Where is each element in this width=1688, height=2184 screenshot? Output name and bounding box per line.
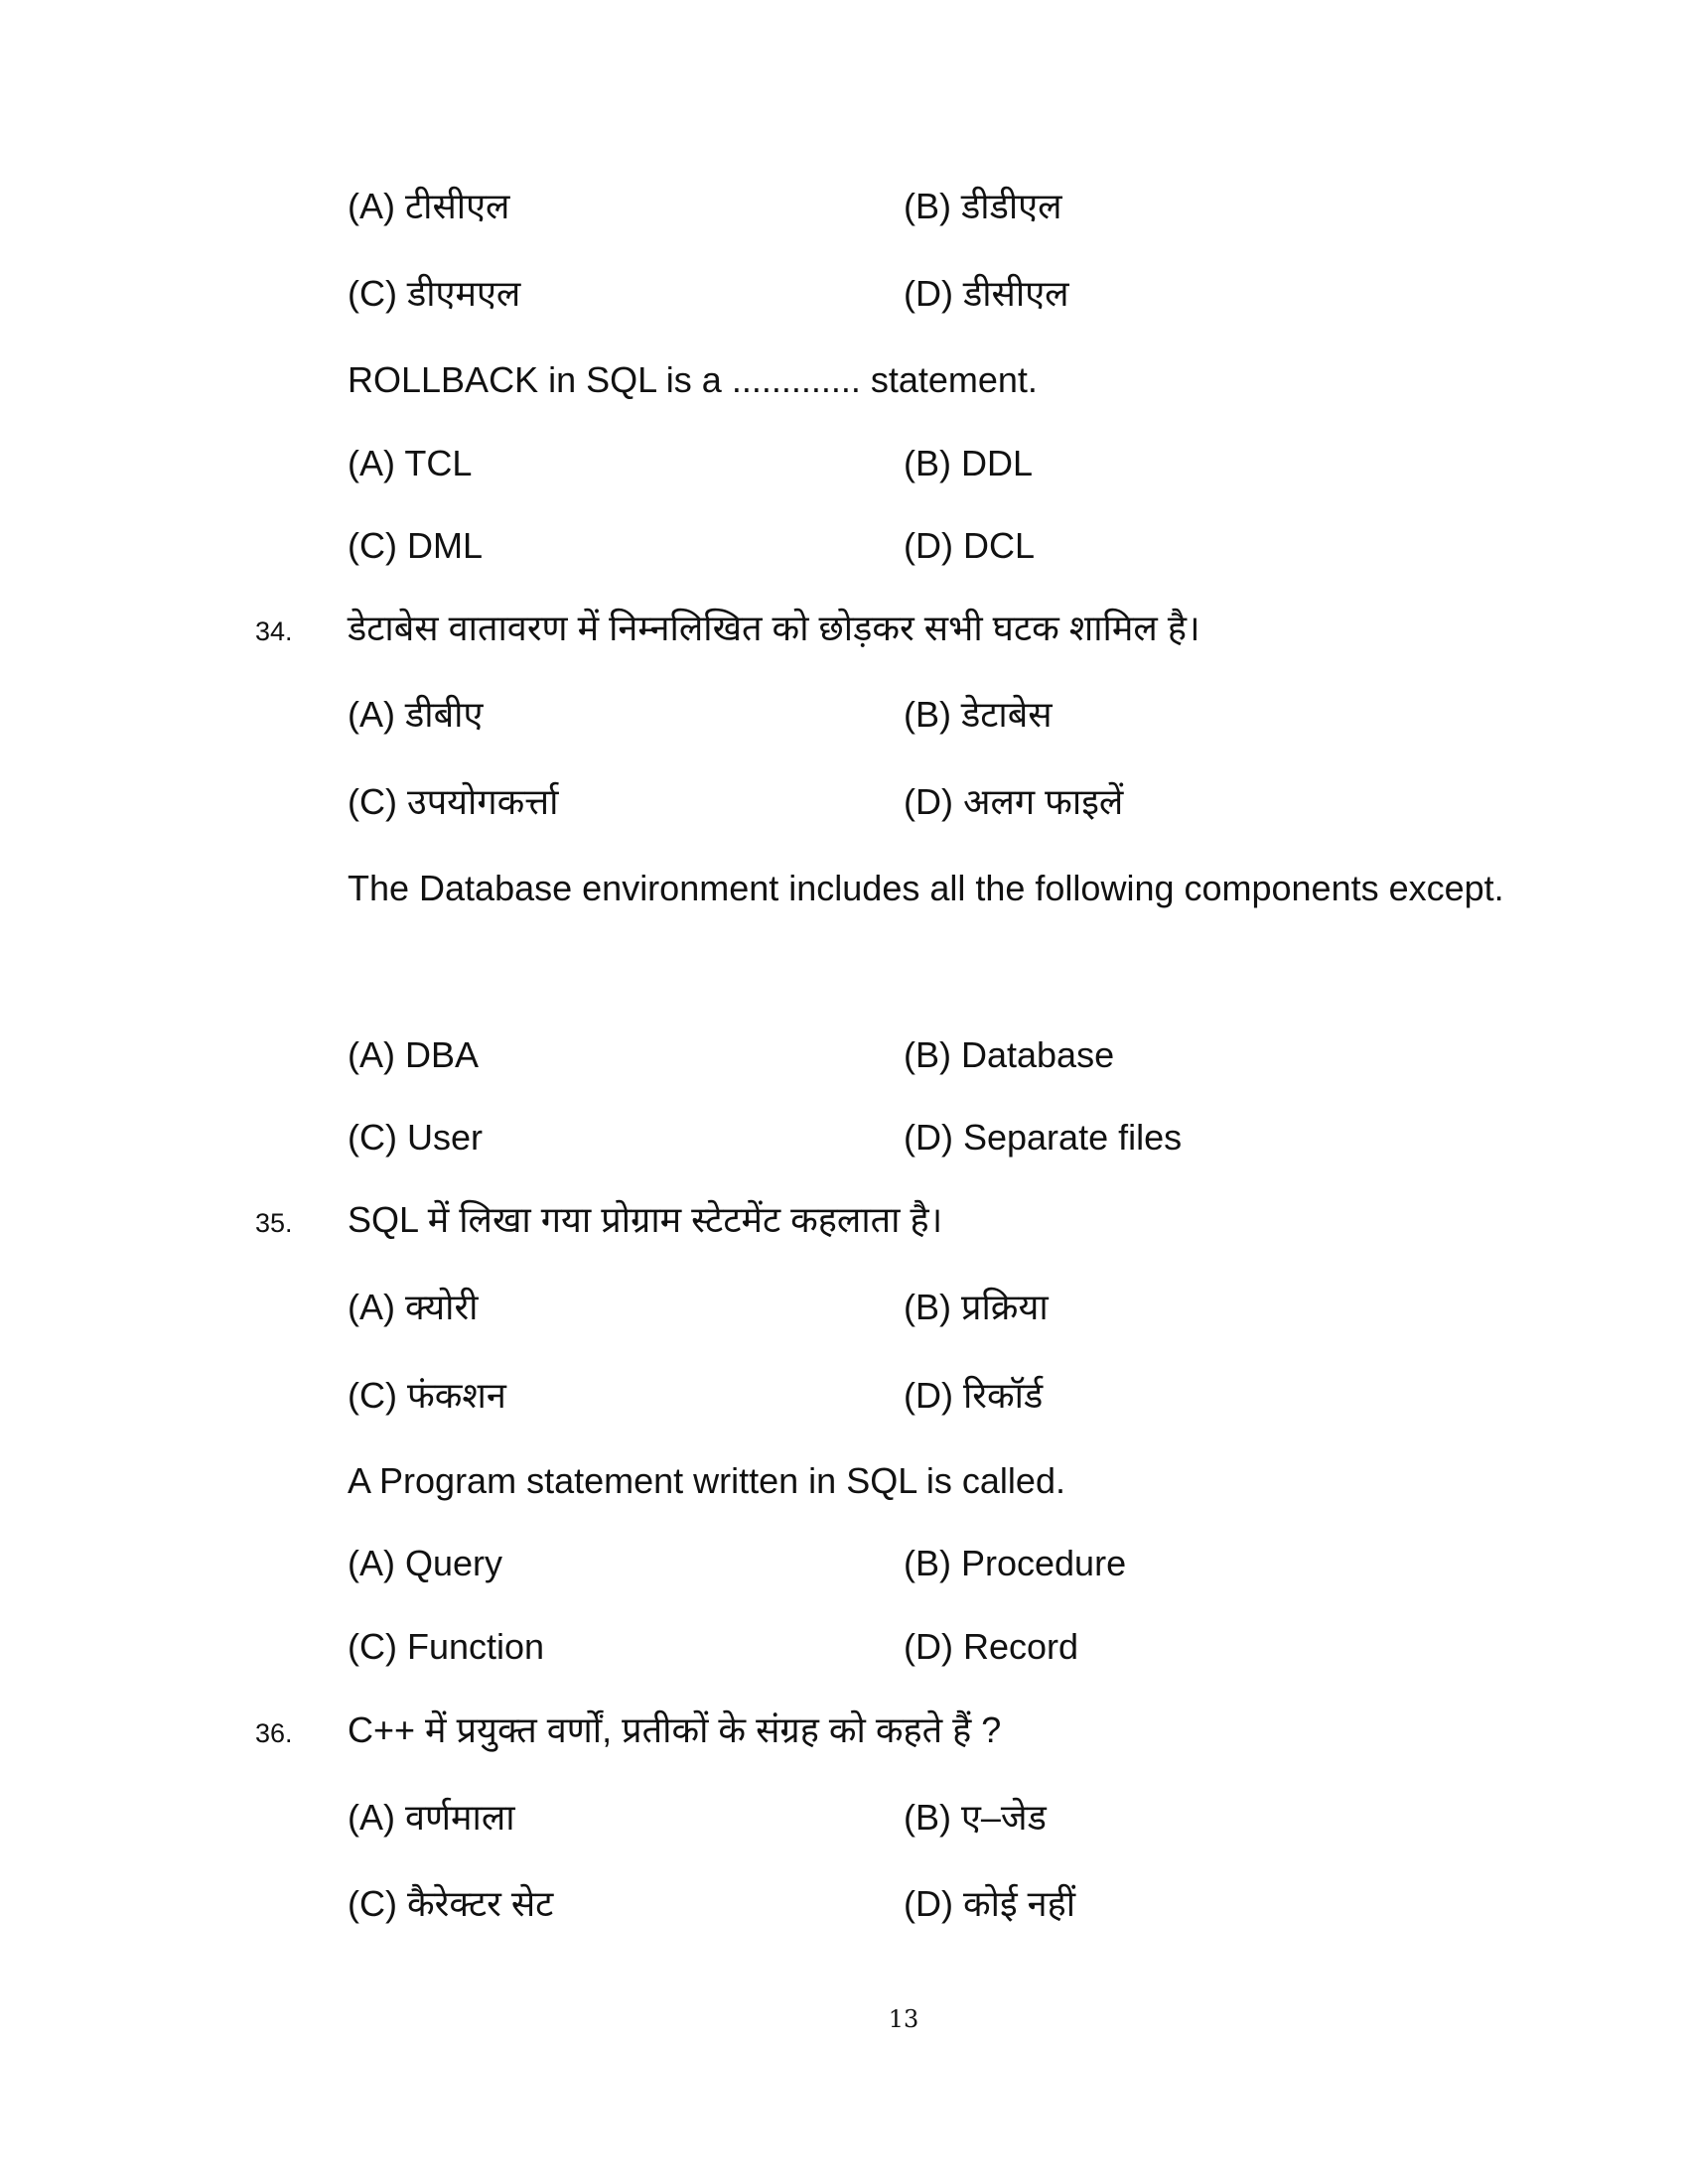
q33-en-option-b: (B) DDL — [904, 443, 1034, 483]
q33-en-option-a: (A) TCL — [348, 443, 473, 483]
q35-hi-question: SQL में लिखा गया प्रोग्राम स्टेटमेंट कहलाता है। — [348, 1199, 943, 1240]
q34-hi-option-b: (B) डेटाबेस — [904, 694, 1053, 735]
q35-hi-option-c: (C) फंकशन — [348, 1375, 506, 1416]
q34-en-option-c: (C) User — [348, 1117, 483, 1158]
q35-en-option-a: (A) Query — [348, 1543, 503, 1583]
q34-hi-option-d: (D) अलग फाइलें — [904, 781, 1124, 822]
q33-hi-option-a: (A) टीसीएल — [348, 186, 510, 226]
q35-hi-option-d: (D) रिकॉर्ड — [904, 1375, 1044, 1416]
q36-hi-option-c: (C) कैरेक्टर सेट — [348, 1883, 554, 1924]
q35-en-option-b: (B) Procedure — [904, 1543, 1127, 1583]
q33-en-question: ROLLBACK in SQL is a ............. statement. — [348, 359, 1038, 400]
q34-en-option-b: (B) Database — [904, 1034, 1115, 1075]
q35-hi-option-a: (A) क्योरी — [348, 1287, 479, 1327]
q33-hi-option-c: (C) डीएमएल — [348, 273, 521, 314]
page-number: 13 — [888, 2005, 919, 2033]
q35-number: 35. — [255, 1208, 293, 1238]
q36-hi-option-d: (D) कोई नहीं — [904, 1883, 1076, 1924]
q35-hi-option-b: (B) प्रक्रिया — [904, 1287, 1049, 1327]
q33-en-option-c: (C) DML — [348, 525, 483, 566]
q34-hi-question: डेटाबेस वातावरण में निम्नलिखित को छोड़कर सभी घटक शामिल है। — [348, 608, 1200, 648]
q34-hi-option-c: (C) उपयोगकर्त्ता — [348, 781, 559, 822]
q34-en-option-d: (D) Separate files — [904, 1117, 1183, 1158]
q33-en-option-d: (D) DCL — [904, 525, 1035, 566]
q35-en-option-d: (D) Record — [904, 1626, 1079, 1667]
q36-hi-question: C++ में प्रयुक्त वर्णों, प्रतीकों के संग्रह को कहते हैं ? — [348, 1709, 1002, 1750]
q36-hi-option-b: (B) ए–जेड — [904, 1797, 1047, 1838]
q36-hi-option-a: (A) वर्णमाला — [348, 1797, 515, 1838]
q35-en-question: A Program statement written in SQL is called. — [348, 1460, 1065, 1501]
q34-hi-option-a: (A) डीबीए — [348, 694, 484, 735]
q35-en-option-c: (C) Function — [348, 1626, 545, 1667]
q34-number: 34. — [255, 616, 293, 646]
q34-en-option-a: (A) DBA — [348, 1034, 480, 1075]
q34-en-question: The Database environment includes all the following components except. — [348, 868, 1504, 908]
q36-number: 36. — [255, 1718, 293, 1748]
q33-hi-option-b: (B) डीडीएल — [904, 186, 1062, 226]
q33-hi-option-d: (D) डीसीएल — [904, 273, 1069, 314]
